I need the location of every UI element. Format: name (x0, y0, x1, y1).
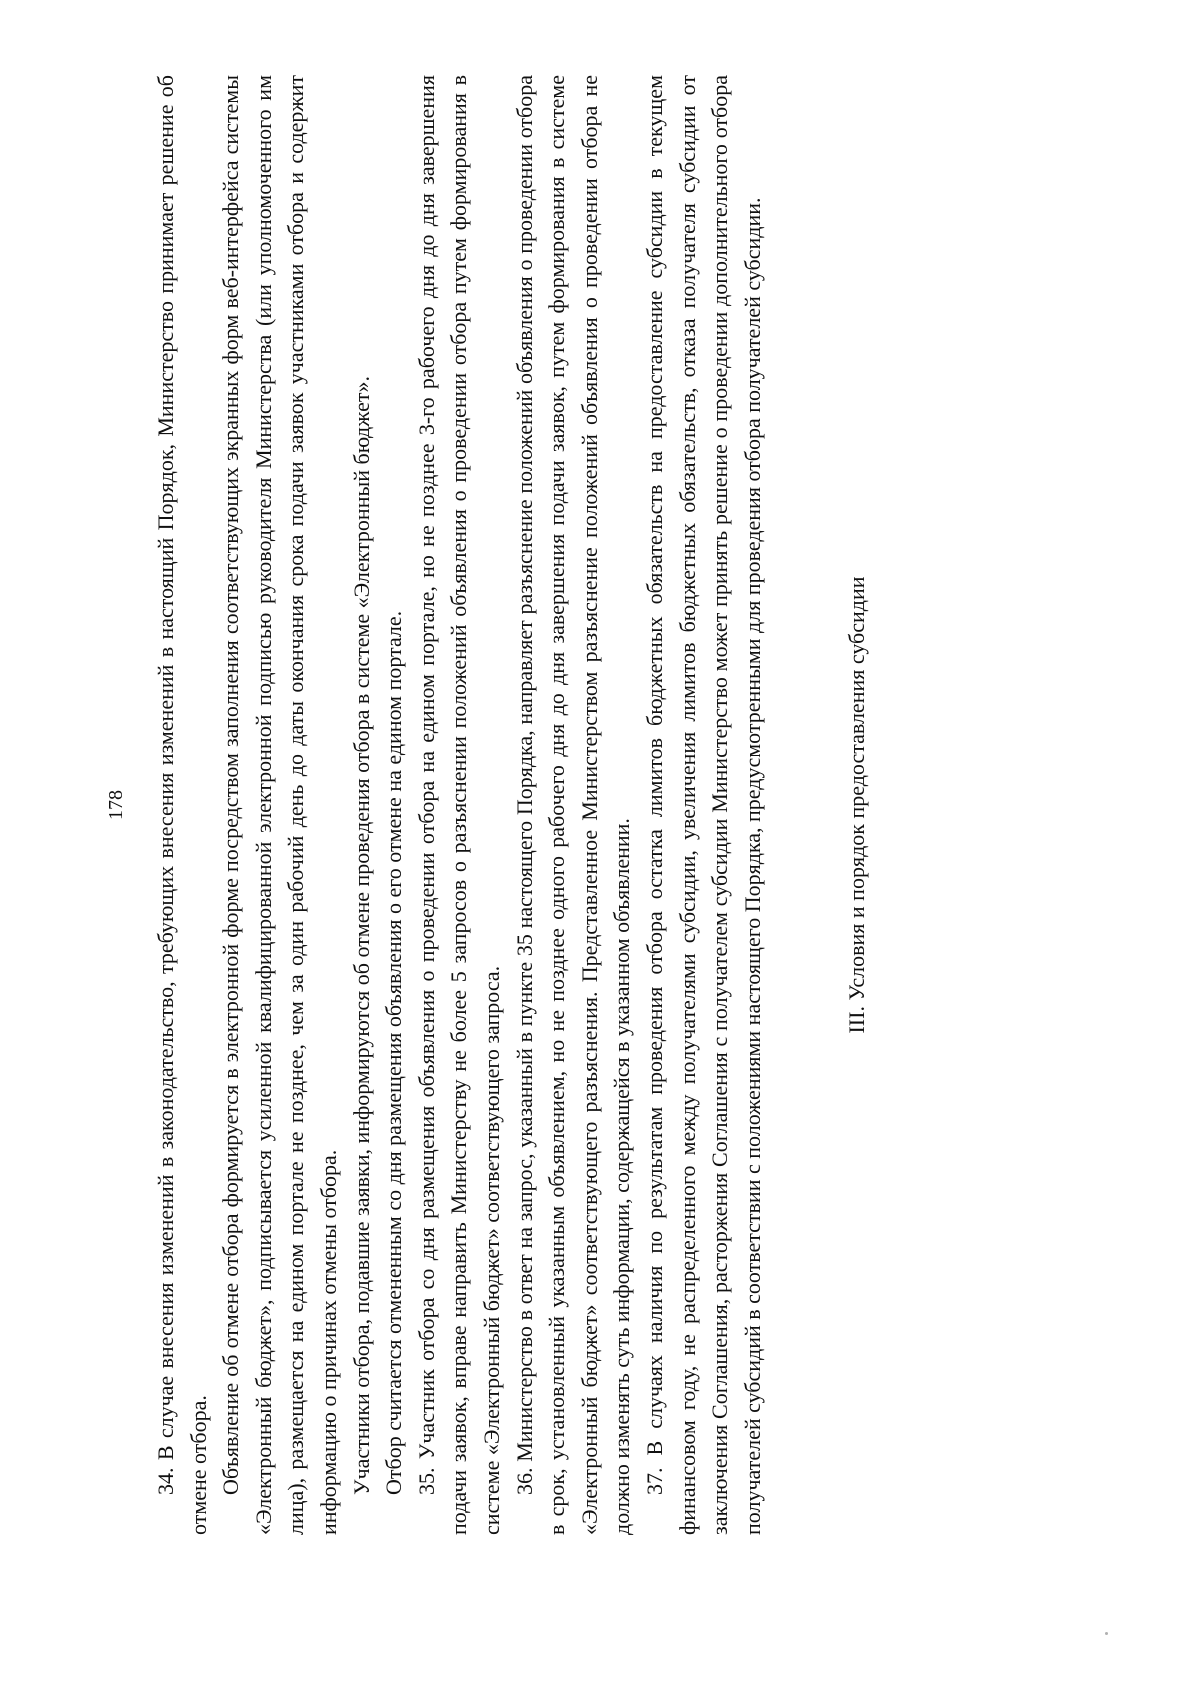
paragraph-36: 36. Министерство в ответ на запрос, указанный в пункте 35 настоящего Порядка, направляет разъяснение положений объявления о проведении отбора в срок, установленный указанным объявлением, но не позднее одного рабочего дня до дня завершения подачи заявок, путем формирования в системе «Электронный бюджет» соответствующего разъяснения. Представленное Министерством разъяснение положений объявления о проведении отбора не должно изменять суть информации, содержащейся в указанном объявлении. (511, 75, 635, 1535)
paragraph-participants-informed: Участники отбора, подавшие заявки, информируются об отмене проведения отбора в системе «Электронный бюджет». (348, 375, 374, 1495)
section-heading: III. Условия и порядок предоставления субсидии (844, 576, 870, 1034)
paragraph-cancel-announcement: Объявление об отмене отбора формируется в электронной форме посредством заполнения соответствующих экранных форм веб-интерфейса системы «Электронный бюджет», подписывается усиленной квалифицированной электронной подписью руководителя Министерства (или уполномоченного им лица), размещается на едином портале не позднее, чем за один рабочий день до даты окончания срока подачи заявок участниками отбора и содержит информацию о причинах отмены отбора. (218, 75, 341, 1535)
paragraph-35: 35. Участник отбора со дня размещения объявления о проведении отбора на едином портале, но не позднее 3-го рабочего дня до дня завершения подачи заявок, вправе направить Министерству не более 5 запросов о разъяснении положений объявления о проведении отбора путем формирования в системе «Электронный бюджет» соответствующего запроса. (413, 75, 504, 1535)
paragraph-37: 37. В случаях наличия по результатам проведения отбора остатка лимитов бюджетных обязательств на предоставление субсидии в текущем финансовом году, не распределенного между получателями субсидии, увеличения лимитов бюджетных обязательств, отказа получателя субсидии от заключения Соглашения, расторжения Соглашения с получателем субсидии Министерство может принять решение о проведении дополнительного отбора получателей субсидий в соответствии с положениями настоящего Порядка, предусмотренными для проведения отбора получателей субсидии. (641, 75, 765, 1535)
paragraph-selection-cancelled: Отбор считается отмененным со дня размещения объявления о его отмене на едином портале. (381, 610, 407, 1495)
rotated-text-block (30, 35, 1050, 1655)
scan-speck (1105, 1632, 1108, 1635)
page-number: 178 (105, 790, 127, 820)
paragraph-34: 34. В случае внесения изменений в законодательство, требующих внесения изменений в настоящий Порядок, Министерство принимает решение об отмене отбора. (153, 75, 211, 1535)
